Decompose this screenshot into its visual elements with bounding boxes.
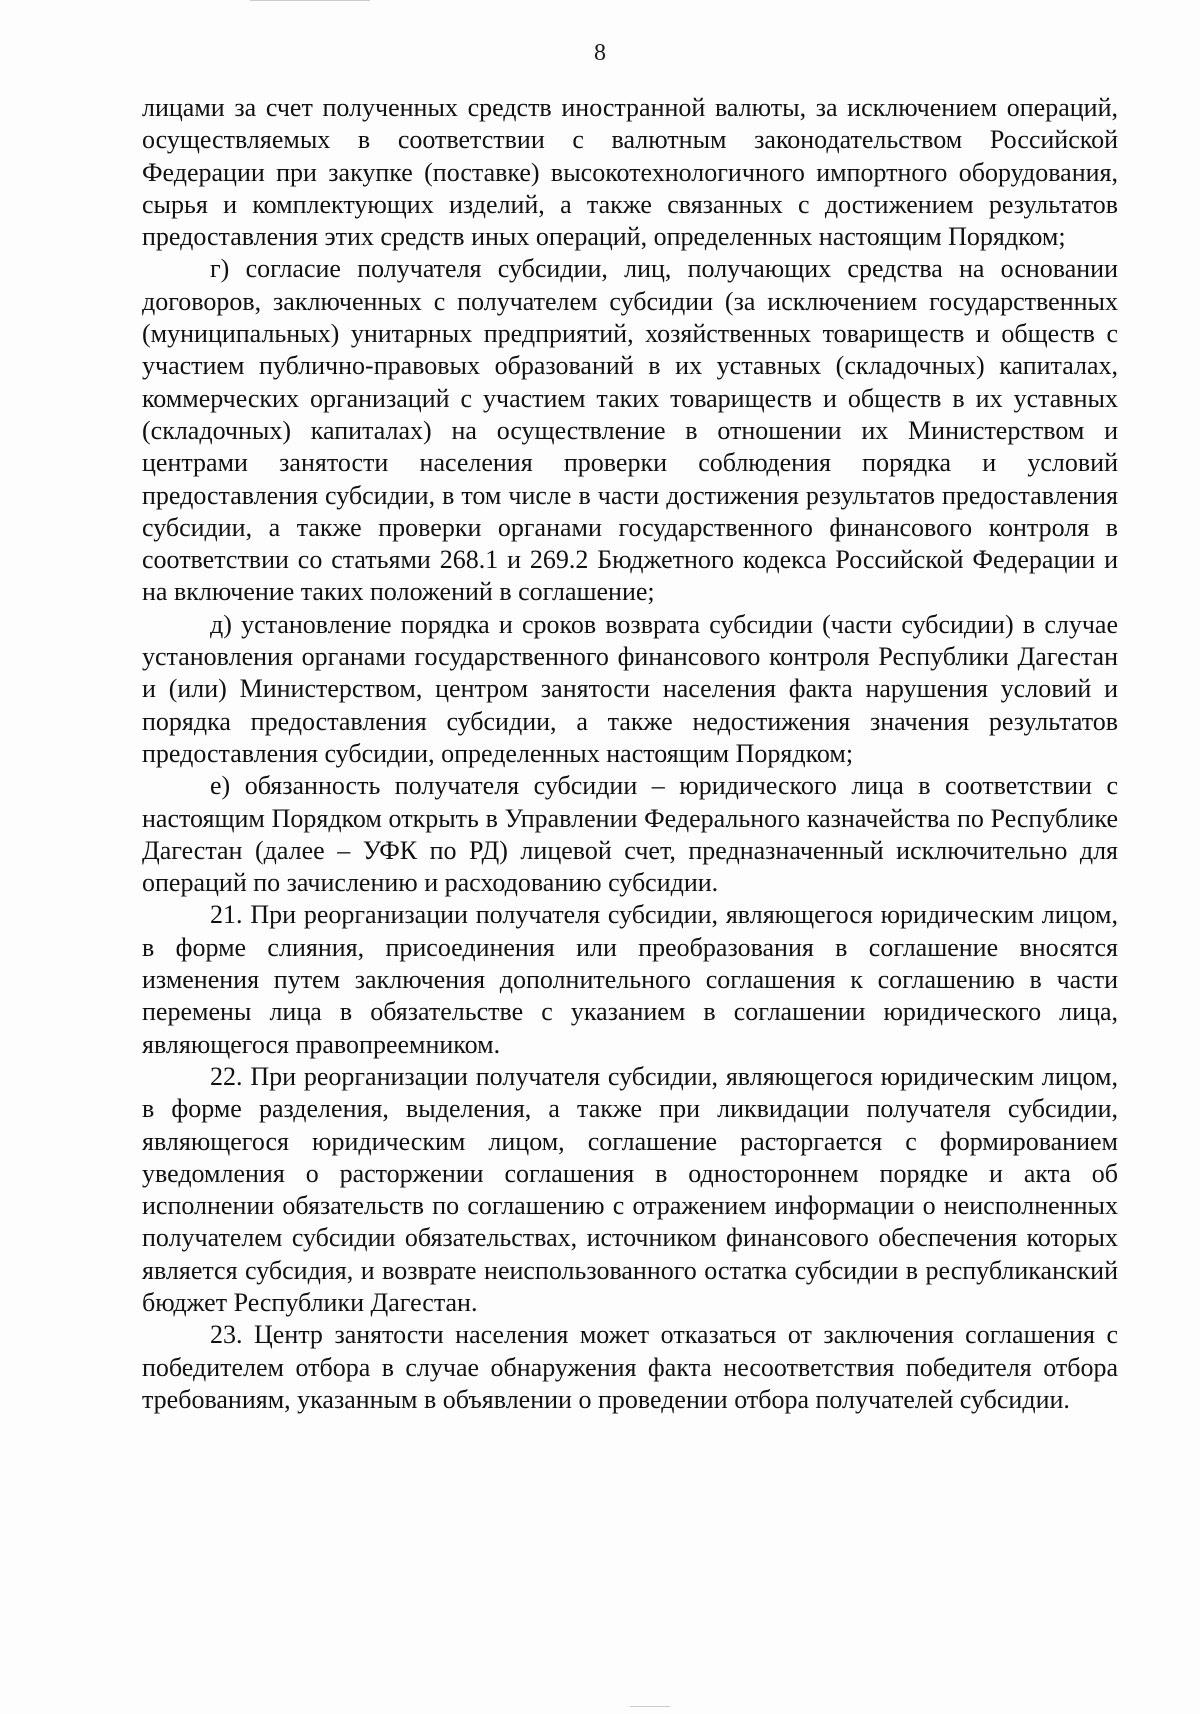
paragraph-21: 21. При реорганизации получателя субсидии, являющегося юридическим лицом, в форме слияния, присоединения или преобразования в соглашение вносятся изменения путем заключения дополнительного соглашения к соглашению в части перемены лица в обязательстве с указанием в соглашении юридического лица, являющегося правопреемником. <box>142 900 1118 1059</box>
scan-artifact-top <box>250 0 370 1</box>
paragraph-d: д) установление порядка и сроков возврата субсидии (части субсидии) в случае установления органами государственного финансового контроля Республики Дагестан и (или) Министерством, центром занятости населения факта нарушения условий и порядка предоставления субсидии, а также недостижения значения результатов предоставления субсидии, определенных настоящим Порядком; <box>142 609 1118 768</box>
paragraph-22: 22. При реорганизации получателя субсидии, являющегося юридическим лицом, в форме разделения, выделения, а также при ликвидации получателя субсидии, являющегося юридическим лицом, соглашение расторгается с формированием уведомления о расторжении соглашения в одностороннем порядке и акта об исполнении обязательств по соглашению с отражением информации о неисполненных получателем субсидии обязательствах, источником финансового обеспечения которых является субсидия, и возврате неиспользованного остатка субсидии в республиканский бюджет Республики Дагестан. <box>142 1061 1118 1317</box>
scan-artifact-bottom <box>630 1706 670 1707</box>
paragraph-continuation: лицами за счет полученных средств иностранной валюты, за исключением операций, осуществляемых в соответствии с валютным законодательством Российской Федерации при закупке (поставке) высокотехнологичного импортного оборудования, сырья и комплектующих изделий, а также связанных с достижением результатов предоставления этих средств иных операций, определенных настоящим Порядком; <box>142 93 1118 252</box>
paragraph-e: е) обязанность получателя субсидии – юридического лица в соответствии с настоящим Порядком открыть в Управлении Федерального казначейства по Республике Дагестан (далее – УФК по РД) лицевой счет, предназначенный исключительно для операций по зачислению и расходованию субсидии. <box>142 771 1118 898</box>
paragraph-23: 23. Центр занятости населения может отказаться от заключения соглашения с победителем отбора в случае обнаружения факта несоответствия победителя отбора требованиям, указанным в объявлении о проведении отбора получателей субсидии. <box>142 1320 1118 1414</box>
document-body <box>142 92 1118 1416</box>
paragraph-g: г) согласие получателя субсидии, лиц, получающих средства на основании договоров, заключенных с получателем субсидии (за исключением государственных (муниципальных) унитарных предприятий, хозяйственных товариществ и обществ с участием публично-правовых образований в их уставных (складочных) капиталах, коммерческих организаций с участием таких товариществ и обществ в их уставных (складочных) капиталах) на осуществление в отношении их Министерством и центрами занятости населения проверки соблюдения порядка и условий предоставления субсидии, в том числе в части достижения результатов предоставления субсидии, а также проверки органами государственного финансового контроля в соответствии со статьями 268.1 и 269.2 Бюджетного кодекса Российской Федерации и на включение таких положений в соглашение; <box>142 254 1118 607</box>
page-number: 8 <box>594 40 606 66</box>
